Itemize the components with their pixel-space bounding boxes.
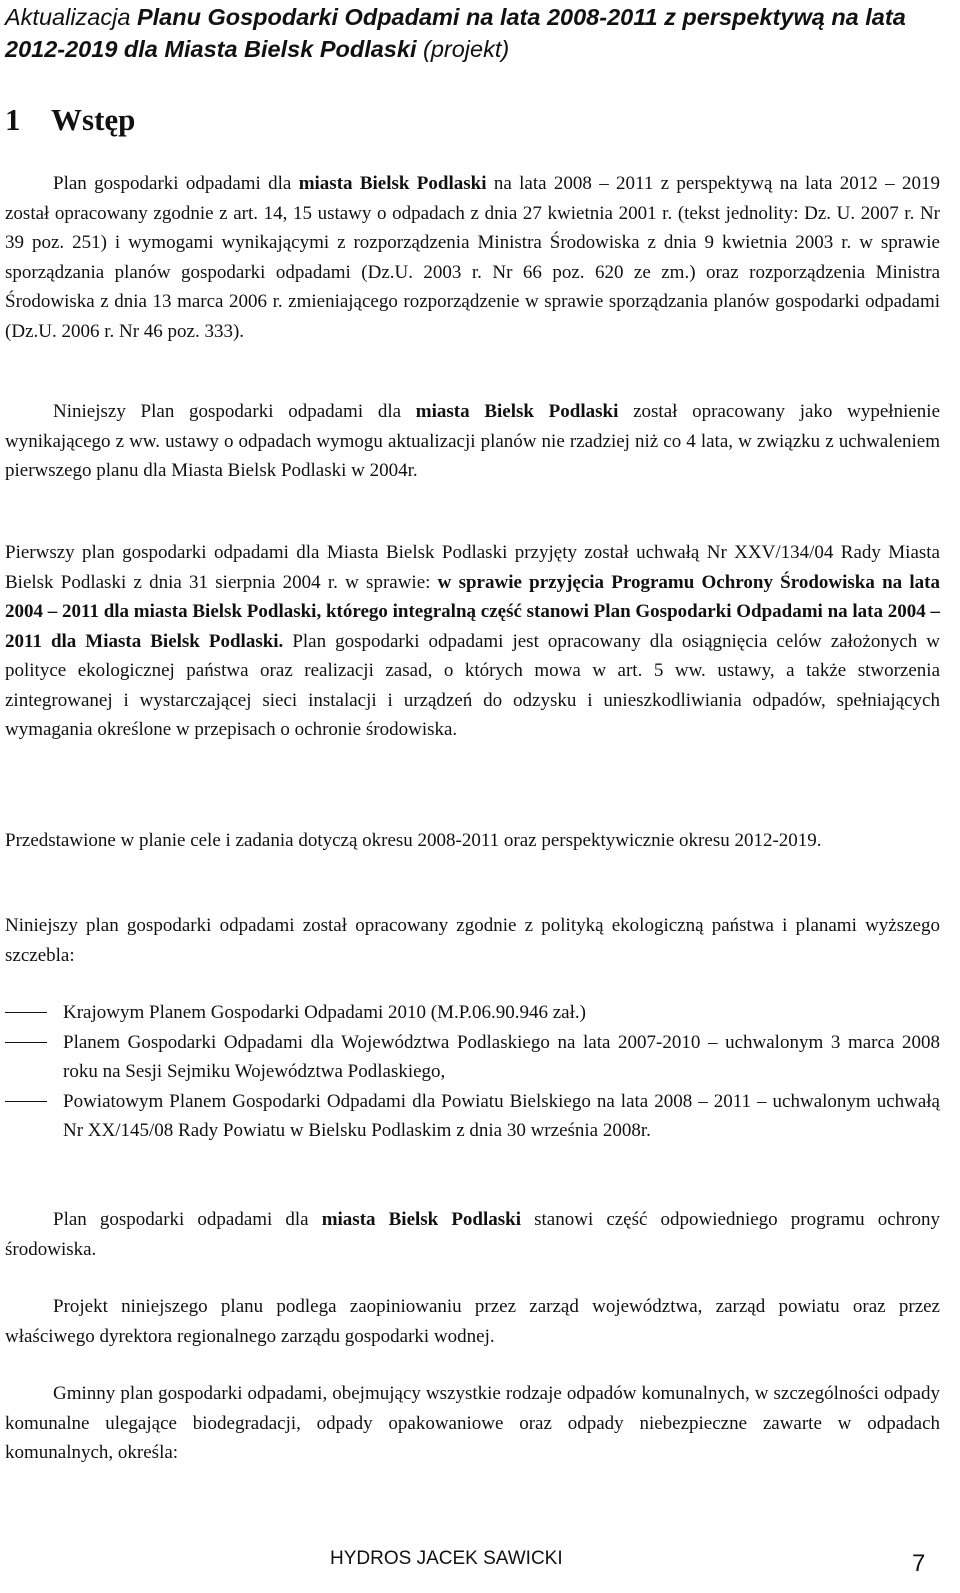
paragraph-2-bold: miasta Bielsk Podlaski: [415, 401, 619, 422]
section-title: Wstęp: [51, 102, 136, 137]
document-header: [5, 1, 950, 65]
paragraph-1: [5, 169, 940, 346]
paragraph-3-text-c: Plan gospodarki odpadami jest opracowany dla osiągnięcia celów założonych w polityce ekologicznej państwa oraz realizacji zasad, o których mowa w art. 5 ww. ustawy, a także stworzenia zintegrowanej i wystarczającej sieci instalacji i urządzeń do odzysku i unieszkodliwiania odpadów, spełniających wymagania określone w przepisach o ochronie środowiska.: [5, 630, 940, 740]
plans-list: [5, 998, 940, 1146]
paragraph-3-bold: w sprawie przyjęcia Programu Ochrony Środowiska na lata 2004 – 2011 dla miasta Bielsk Podlaski, którego integralną część stanowi Plan Gospodarki Odpadami na lata 2004 – 2011 dla Miasta Bielsk Podlaski.: [5, 571, 940, 652]
list-item: [5, 998, 940, 1028]
paragraph-6: [5, 1205, 940, 1264]
section-number: 1: [5, 102, 21, 137]
section-heading: [5, 100, 135, 140]
paragraph-2-text-c: został opracowany jako wypełnienie wynikającego z ww. ustawy o odpadach wymogu aktualizacji planów nie rzadziej niż co 4 lata, w związku z uchwaleniem pierwszego planu dla Miasta Bielsk Podlaski w 2004r.: [5, 401, 940, 481]
header-suffix: (projekt): [416, 36, 510, 62]
paragraph-4: Przedstawione w planie cele i zadania dotyczą okresu 2008-2011 oraz perspektywicznie okresu 2012-2019.: [5, 830, 822, 851]
dash-bullet: [5, 1101, 47, 1102]
paragraph-3: [5, 538, 940, 745]
dash-bullet: [5, 1042, 47, 1043]
paragraph-5: Niniejszy plan gospodarki odpadami został opracowany zgodnie z polityką ekologiczną państwa i planami wyższego szczebla:: [5, 915, 940, 966]
list-item: [5, 1028, 940, 1087]
paragraph-1-text-c: na lata 2008 – 2011 z perspektywą na lata 2012 – 2019 został opracowany zgodnie z art. 14, 15 ustawy o odpadach z dnia 27 kwietnia 2001 r. (tekst jednolity: Dz. U. 2007 r. Nr 39 poz. 251) i wymogami wynikającymi z rozporządzenia Ministra Środowiska z dnia 9 kwietnia 2003 r. w sprawie sporządzania planów gospodarki odpadami (Dz.U. 2003 r. Nr 66 poz. 620 ze zm.) oraz rozporządzenia Ministra Środowiska z dnia 13 marca 2006 r. zmieniającego rozporządzenie w sprawie sporządzania planów gospodarki odpadami (Dz.U. 2006 r. Nr 46 poz. 333).: [5, 173, 940, 342]
paragraph-8: Gminny plan gospodarki odpadami, obejmujący wszystkie rodzaje odpadów komunalnych, w szczególności odpady komunalne ulegające biodegradacji, odpady opakowaniowe oraz odpady niebezpieczne zawarte w odpadach komunalnych, określa:: [5, 1383, 940, 1463]
paragraph-6-bold: miasta Bielsk Podlaski: [321, 1209, 522, 1230]
list-item-text: Planem Gospodarki Odpadami dla Województwa Podlaskiego na lata 2007-2010 – uchwalonym 3 marca 2008 roku na Sesji Sejmiku Województwa Podlaskiego,: [63, 1031, 940, 1082]
paragraph-7: Projekt niniejszego planu podlega zaopiniowaniu przez zarząd województwa, zarząd powiatu oraz przez właściwego dyrektora regionalnego zarządu gospodarki wodnej.: [5, 1296, 940, 1347]
page-number: 7: [912, 1550, 926, 1577]
list-item-text: Krajowym Planem Gospodarki Odpadami 2010 (M.P.06.90.946 zał.): [63, 1002, 586, 1023]
dash-bullet: [5, 1012, 47, 1013]
paragraph-1-text-a: Plan gospodarki odpadami dla: [53, 173, 299, 194]
paragraph-3-text-a: Pierwszy plan gospodarki odpadami dla Miasta Bielsk Podlaski przyjęty został uchwałą Nr XXV/134/04 Rady Miasta Bielsk Podlaski z dnia 31 sierpnia 2004 r. w sprawie:: [5, 542, 940, 593]
header-prefix: Aktualizacja: [5, 4, 137, 30]
paragraph-1-bold: miasta Bielsk Podlaski: [298, 173, 487, 194]
list-item-text: Powiatowym Planem Gospodarki Odpadami dla Powiatu Bielskiego na lata 2008 – 2011 – uchwalonym uchwałą Nr XX/145/08 Rady Powiatu w Bielsku Podlaskim z dnia 30 września 2008r.: [63, 1090, 940, 1141]
header-title: Planu Gospodarki Odpadami na lata 2008-2011 z perspektywą na lata 2012-2019 dla Miasta Bielsk Podlaski: [5, 4, 906, 62]
list-item: [5, 1087, 940, 1146]
paragraph-2: [5, 397, 940, 486]
footer-company: HYDROS JACEK SAWICKI: [330, 1548, 563, 1569]
paragraph-6-text-a: Plan gospodarki odpadami dla: [53, 1209, 322, 1230]
paragraph-6-text-c: stanowi część odpowiedniego programu ochrony środowiska.: [5, 1209, 940, 1260]
paragraph-2-text-a: Niniejszy Plan gospodarki odpadami dla: [53, 401, 416, 422]
